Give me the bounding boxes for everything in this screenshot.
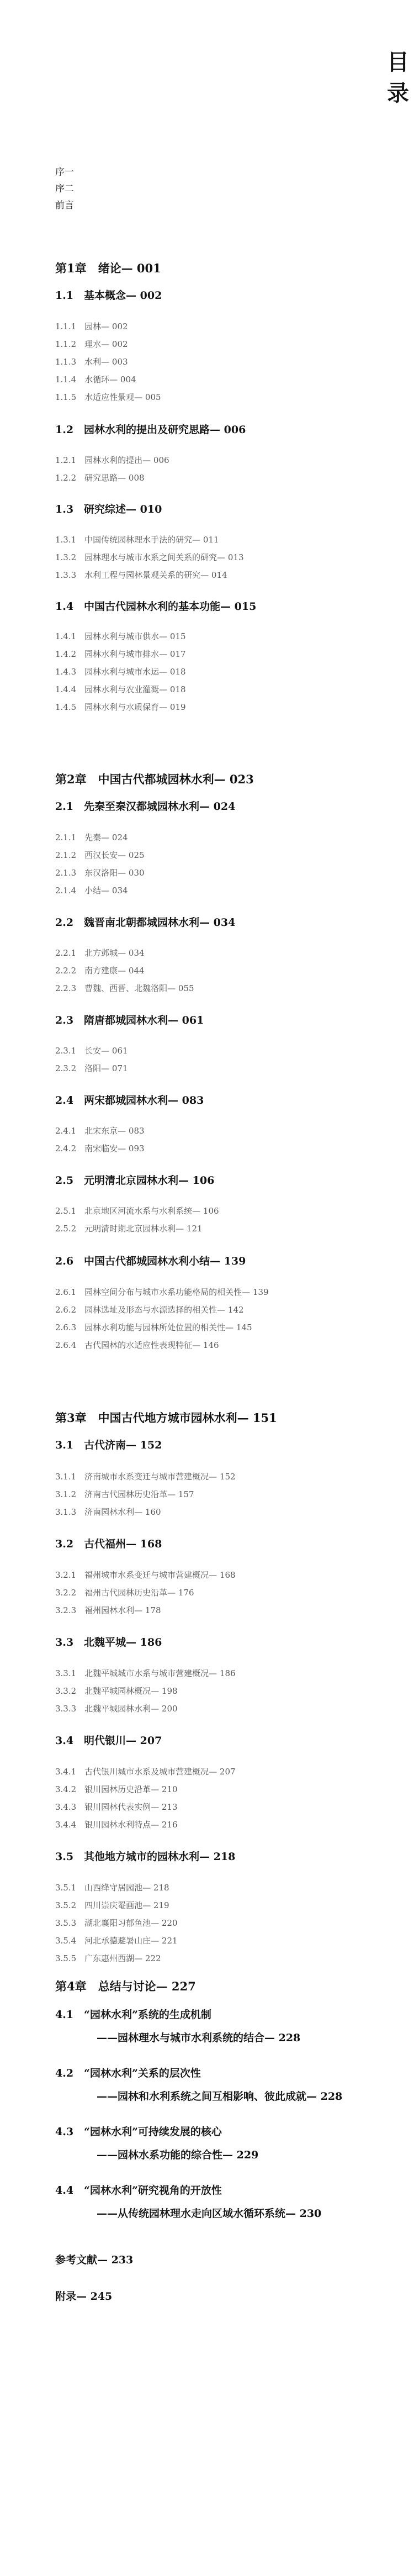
toc-subsection-entry[interactable]: 1.4.5 园林水利与水质保育— 019 — [55, 702, 186, 712]
toc-section-subtitle: ——园林理水与城市水利系统的结合— 228 — [97, 2032, 301, 2044]
toc-subsection-entry[interactable]: 2.1.1 先秦— 024 — [55, 833, 128, 842]
toc-subsection-entry[interactable]: 3.3.1 北魏平城城市水系与城市营建概况— 186 — [55, 1668, 236, 1678]
toc-subsection-entry[interactable]: 1.1.4 水循环— 004 — [55, 375, 136, 384]
toc-subsection-entry[interactable]: 2.1.4 小结— 034 — [55, 886, 128, 895]
toc-backmatter-entry[interactable]: 参考文献— 233 — [55, 2254, 134, 2266]
toc-subsection-entry[interactable]: 1.1.5 水适应性景观— 005 — [55, 392, 161, 402]
toc-subsection-entry[interactable]: 1.2.2 研究思路— 008 — [55, 473, 145, 483]
toc-subsection-entry[interactable]: 1.4.3 园林水利与城市水运— 018 — [55, 667, 186, 677]
toc-subsection-entry[interactable]: 2.2.2 南方建康— 044 — [55, 966, 145, 976]
toc-subsection-entry[interactable]: 2.3.2 洛阳— 071 — [55, 1063, 128, 1073]
toc-section-entry[interactable]: 1.3 研究综述— 010 — [55, 503, 162, 515]
toc-section-entry[interactable]: 3.1 古代济南— 152 — [55, 1439, 162, 1451]
toc-section-entry[interactable]: 3.3 北魏平城— 186 — [55, 1636, 162, 1648]
toc-subsection-entry[interactable]: 3.1.1 济南城市水系变迁与城市营建概况— 152 — [55, 1472, 236, 1482]
toc-subsection-entry[interactable]: 2.4.1 北宋东京— 083 — [55, 1126, 145, 1136]
toc-subsection-entry[interactable]: 2.3.1 长安— 061 — [55, 1046, 128, 1056]
toc-subsection-entry[interactable]: 2.6.1 园林空间分布与城市水系功能格局的相关性— 139 — [55, 1287, 269, 1297]
toc-subsection-entry[interactable]: 3.1.3 济南园林水利— 160 — [55, 1507, 161, 1517]
toc-section-entry[interactable]: 2.4 两宋都城园林水利— 083 — [55, 1094, 204, 1107]
toc-subsection-entry[interactable]: 2.4.2 南宋临安— 093 — [55, 1144, 145, 1153]
toc-section-entry[interactable]: 2.3 隋唐都城园林水利— 061 — [55, 1014, 204, 1026]
toc-section-entry[interactable]: 4.3 “园林水利”可持续发展的核心 — [55, 2126, 222, 2138]
toc-section-entry[interactable]: 2.1 先秦至秦汉都城园林水利— 024 — [55, 800, 236, 813]
toc-subsection-entry[interactable]: 2.6.2 园林选址及形态与水源选择的相关性— 142 — [55, 1305, 244, 1315]
toc-chapter-entry[interactable]: 第1章 绪论— 001 — [55, 261, 161, 275]
toc-subsection-entry[interactable]: 1.4.2 园林水利与城市排水— 017 — [55, 649, 186, 659]
toc-subsection-entry[interactable]: 2.6.3 园林水利功能与园林所处位置的相关性— 145 — [55, 1323, 252, 1332]
toc-subsection-entry[interactable]: 2.5.2 元明清时期北京园林水利— 121 — [55, 1224, 203, 1234]
toc-subsection-entry[interactable]: 1.1.3 水利— 003 — [55, 357, 128, 367]
toc-section-entry[interactable]: 2.5 元明清北京园林水利— 106 — [55, 1174, 215, 1187]
toc-subsection-entry[interactable]: 3.4.3 银川园林代表实例— 213 — [55, 1802, 178, 1812]
toc-subsection-entry[interactable]: 3.5.2 四川崇庆罨画池— 219 — [55, 1900, 169, 1910]
toc-subsection-entry[interactable]: 3.5.4 河北承德避暑山庄— 221 — [55, 1936, 178, 1946]
toc-section-entry[interactable]: 3.5 其他地方城市的园林水利— 218 — [55, 1851, 236, 1863]
page-title: 目录 — [387, 49, 409, 106]
toc-chapter-entry[interactable]: 第2章 中国古代都城园林水利— 023 — [55, 772, 254, 786]
toc-section-subtitle: ——从传统园林理水走向区域水循环系统— 230 — [97, 2208, 322, 2220]
toc-subsection-entry[interactable]: 2.2.1 北方邺城— 034 — [55, 948, 145, 958]
toc-subsection-entry[interactable]: 1.4.4 园林水利与农业灌溉— 018 — [55, 684, 186, 694]
toc-subsection-entry[interactable]: 3.2.1 福州城市水系变迁与城市营建概况— 168 — [55, 1570, 236, 1580]
toc-subsection-entry[interactable]: 2.2.3 曹魏、西晋、北魏洛阳— 055 — [55, 983, 194, 993]
toc-subsection-entry[interactable]: 3.2.3 福州园林水利— 178 — [55, 1605, 161, 1615]
toc-backmatter-entry[interactable]: 附录— 245 — [55, 2290, 113, 2303]
toc-chapter-entry[interactable]: 第4章 总结与讨论— 227 — [55, 1979, 196, 1993]
toc-section-entry[interactable]: 4.4 “园林水利”研究视角的开放性 — [55, 2184, 222, 2196]
toc-section-entry[interactable]: 3.4 明代银川— 207 — [55, 1735, 162, 1747]
toc-subsection-entry[interactable]: 3.1.2 济南古代园林历史沿革— 157 — [55, 1489, 194, 1499]
toc-section-entry[interactable]: 1.2 园林水利的提出及研究思路— 006 — [55, 424, 246, 436]
toc-section-subtitle: ——园林和水利系统之间互相影响、彼此成就— 228 — [97, 2090, 343, 2103]
toc-subsection-entry[interactable]: 3.5.1 山西绛守居园池— 218 — [55, 1883, 169, 1893]
toc-subsection-entry[interactable]: 3.4.2 银川园林历史沿革— 210 — [55, 1784, 178, 1794]
toc-subsection-entry[interactable]: 1.3.1 中国传统园林理水手法的研究— 011 — [55, 535, 219, 545]
front-matter-item[interactable]: 前言 — [55, 200, 74, 211]
toc-subsection-entry[interactable]: 1.1.1 园林— 002 — [55, 322, 128, 331]
front-matter-item[interactable]: 序一 — [55, 167, 74, 178]
toc-section-subtitle: ——园林水系功能的综合性— 229 — [97, 2149, 259, 2161]
toc-subsection-entry[interactable]: 2.5.1 北京地区河流水系与水利系统— 106 — [55, 1206, 219, 1216]
toc-section-entry[interactable]: 1.4 中国古代园林水利的基本功能— 015 — [55, 600, 257, 613]
front-matter-item[interactable]: 序二 — [55, 183, 74, 194]
toc-section-entry[interactable]: 2.2 魏晋南北朝都城园林水利— 034 — [55, 916, 236, 929]
toc-subsection-entry[interactable]: 1.3.2 园林理水与城市水系之间关系的研究— 013 — [55, 552, 244, 562]
toc-subsection-entry[interactable]: 3.2.2 福州古代园林历史沿革— 176 — [55, 1588, 194, 1598]
toc-subsection-entry[interactable]: 1.1.2 理水— 002 — [55, 339, 128, 349]
toc-section-entry[interactable]: 2.6 中国古代都城园林水利小结— 139 — [55, 1255, 246, 1267]
toc-subsection-entry[interactable]: 1.4.1 园林水利与城市供水— 015 — [55, 631, 186, 641]
toc-section-entry[interactable]: 4.1 “园林水利”系统的生成机制 — [55, 2009, 211, 2021]
toc-subsection-entry[interactable]: 2.1.3 东汉洛阳— 030 — [55, 868, 145, 878]
toc-chapter-entry[interactable]: 第3章 中国古代地方城市园林水利— 151 — [55, 1411, 277, 1425]
toc-subsection-entry[interactable]: 3.3.3 北魏平城园林水利— 200 — [55, 1704, 178, 1714]
toc-subsection-entry[interactable]: 2.1.2 西汉长安— 025 — [55, 850, 145, 860]
toc-subsection-entry[interactable]: 3.4.4 银川园林水利特点— 216 — [55, 1820, 178, 1830]
toc-section-entry[interactable]: 1.1 基本概念— 002 — [55, 289, 162, 302]
toc-subsection-entry[interactable]: 3.5.5 广东惠州西湖— 222 — [55, 1953, 161, 1963]
toc-subsection-entry[interactable]: 1.3.3 水利工程与园林景观关系的研究— 014 — [55, 570, 227, 580]
toc-subsection-entry[interactable]: 3.3.2 北魏平城园林概况— 198 — [55, 1686, 178, 1696]
toc-subsection-entry[interactable]: 3.5.3 湖北襄阳习郁鱼池— 220 — [55, 1918, 178, 1928]
toc-section-entry[interactable]: 4.2 “园林水利”关系的层次性 — [55, 2067, 201, 2079]
toc-section-entry[interactable]: 3.2 古代福州— 168 — [55, 1538, 162, 1550]
toc-subsection-entry[interactable]: 3.4.1 古代银川城市水系及城市营建概况— 207 — [55, 1767, 236, 1777]
toc-subsection-entry[interactable]: 2.6.4 古代园林的水适应性表现特征— 146 — [55, 1340, 219, 1350]
toc-subsection-entry[interactable]: 1.2.1 园林水利的提出— 006 — [55, 455, 169, 465]
